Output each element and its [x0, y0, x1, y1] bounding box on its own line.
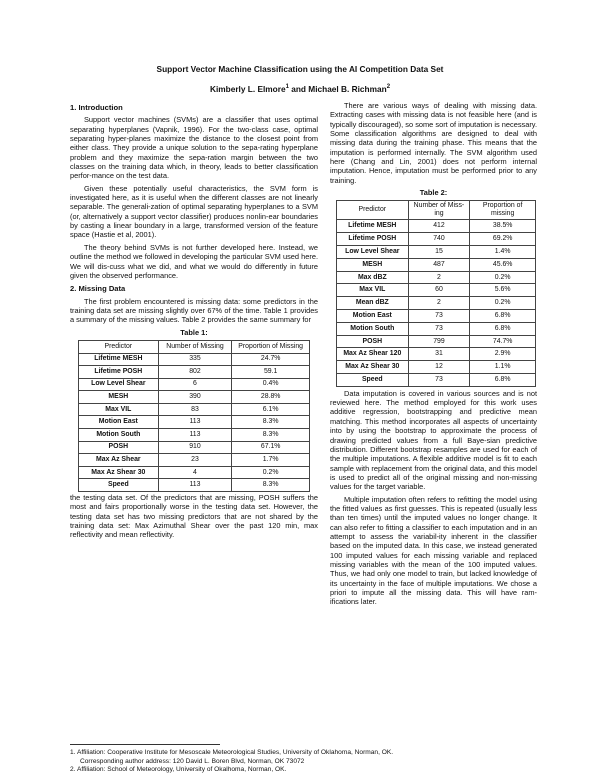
proportion-cell: 0.2% [470, 297, 536, 310]
count-cell: 390 [158, 391, 232, 404]
table-row [337, 297, 536, 310]
author-1: Kimberly L. Elmore [209, 84, 286, 94]
author-line [0, 84, 600, 94]
table-row [79, 353, 310, 366]
predictor-cell: Max Az Shear 30 [337, 361, 409, 374]
table-row [79, 366, 310, 379]
missing-data-paragraph-1: The first problem encountered is missing data: some predictors in the training data set are missing slightly over 67% of the time. Table 1 provides a summary of the missing values. Table 2 provides the same summary for [70, 296, 318, 325]
table-header-cell: Number of Miss-ing [408, 201, 470, 220]
author-1-footnote-mark: 1 [285, 84, 289, 91]
predictor-cell: Lifetime POSH [337, 233, 409, 246]
proportion-cell: 5.6% [470, 284, 536, 297]
count-cell: 60 [408, 284, 470, 297]
paper-title: Support Vector Machine Classification using the AI Competition Data Set [156, 64, 444, 74]
intro-paragraph-2: Given these potentially useful characteristics, the SVM form is investigated here, as it is useful when the different classes are not linearly separable. The generali-zation of optimal separating hyperplanes to a SVM (or, alternatively a support vector classifier) produces nonlin-ear boundaries by casting a linear boundary in a large, transformed version of the feature space (Hastie et al, 2001). [70, 183, 318, 240]
count-cell: 2 [408, 297, 470, 310]
table-1 [78, 340, 310, 492]
table-row [337, 335, 536, 348]
proportion-cell: 38.5% [470, 220, 536, 233]
proportion-cell: 1.7% [232, 454, 310, 467]
table-row [337, 348, 536, 361]
predictor-cell: Motion South [337, 322, 409, 335]
imputation-paragraph-2: Data imputation is covered in various sources and is not reviewed here. The method employed for this work uses additive regression, bootstrapping and predictive mean matching. This method incorporates all aspects of uncertainty into by using the bootstrap to approximate the process of drawing predicted values from a full Baye-sian predictive distribution. Different bootstrap resamples are used for each of the multiple imputations. A flexible additive model is fit to each sample with replacement from the original data, and this model is used to predict all of the original missing and non-missing values for the target variable. [330, 388, 537, 492]
missing-data-paragraph-1-continued: the testing data set. Of the predictors that are missing, POSH suffers the most and fairs proportionally worse in the testing data set. However, the testing data set has two missing predictors that are not shared by the training data set: Max Azimuthal Shear over the past 120 min, max reflectivity and mean reflectivity. [70, 493, 318, 540]
footnote-2: 2. Affiliation: School of Meteorology, University of Okalhoma, Norman, OK. [70, 766, 287, 774]
count-cell: 73 [408, 310, 470, 323]
footnote-1-address: Corresponding author address: 120 David L. Boren Blvd, Norman, OK 73072 [80, 757, 305, 765]
predictor-cell: Motion South [79, 429, 159, 442]
predictor-cell: POSH [79, 441, 159, 454]
count-cell: 73 [408, 374, 470, 387]
proportion-cell: 28.8% [232, 391, 310, 404]
predictor-cell: Max Az Shear [79, 454, 159, 467]
predictor-cell: Speed [79, 479, 159, 492]
proportion-cell: 2.9% [470, 348, 536, 361]
table-row [79, 454, 310, 467]
table-header-cell: Number of Missing [158, 340, 232, 353]
count-cell: 113 [158, 429, 232, 442]
predictor-cell: Lifetime POSH [79, 366, 159, 379]
table-row [79, 378, 310, 391]
table-2 [336, 200, 536, 386]
table-header-cell: Proportion of Missing [232, 340, 310, 353]
table-2-caption: Table 2: [419, 188, 448, 198]
intro-paragraph-3: The theory behind SVMs is not further developed here. Instead, we outline the method we followed in developing the particular SVM used here. We will dis-cuss what we did, and what we would do differently in future given the observed performance. [70, 242, 318, 280]
predictor-cell: MESH [337, 258, 409, 271]
predictor-cell: Max Az Shear 30 [79, 466, 159, 479]
proportion-cell: 1.4% [470, 246, 536, 259]
section-heading-introduction: 1. Introduction [70, 103, 123, 112]
proportion-cell: 67.1% [232, 441, 310, 454]
predictor-cell: Max dBZ [337, 271, 409, 284]
proportion-cell: 1.1% [470, 361, 536, 374]
proportion-cell: 6.1% [232, 403, 310, 416]
intro-paragraph-1: Support vector machines (SVMs) are a classifier that uses optimal separating hyperplanes (Vapnik, 1996). For the two-class case, optimal separating hyper-planes maximize the distance to the closest point from either class. They provide a unique solution to the sepa-rating hyperplane problem and they maximize the sepa-ration margin between the two classes on the training data which, in theory, leads to better classification perfor-mance on the test data. [70, 115, 318, 181]
count-cell: 910 [158, 441, 232, 454]
predictor-cell: Mean dBZ [337, 297, 409, 310]
imputation-paragraph-3: Multiple imputation often refers to refitting the model using the fitted values as first guesses. This is repeated (usually less than ten times) until the imputed values no longer change. It can also refer to fitting a classifier to each imputation and in an attempt to assess the variabil-ity inherent in the classifier based on the imputed data. In this case, we instead generated 100 imputed values for each missing variable and replaced missing variables with the mean of the 100 imputed values. Thus, we had only one model to train, but lacked knowledge of its uncertainty in the face of multiple imputations. We chose a priori to impute all the missing data. This will have ram-ifications later. [330, 494, 537, 607]
count-cell: 412 [408, 220, 470, 233]
section-heading-missing-data: 2. Missing Data [70, 284, 126, 294]
table-row [79, 441, 310, 454]
proportion-cell: 8.3% [232, 429, 310, 442]
predictor-cell: POSH [337, 335, 409, 348]
proportion-cell: 59.1 [232, 366, 310, 379]
count-cell: 113 [158, 479, 232, 492]
predictor-cell: Speed [337, 374, 409, 387]
table-2-header-row [337, 201, 536, 220]
proportion-cell: 6.8% [470, 374, 536, 387]
footnotes [70, 749, 540, 775]
table-row [79, 429, 310, 442]
table-row [79, 479, 310, 492]
proportion-cell: 8.3% [232, 479, 310, 492]
count-cell: 6 [158, 378, 232, 391]
predictor-cell: Low Level Shear [337, 246, 409, 259]
imputation-paragraph-1: There are various ways of dealing with missing data. Extracting cases with missing data is not feasible here (and is typically discouraged), so some sort of imputation is necessary. Some classification algorithms are designed to deal with missing data during the training phase. This means that the imputation is performed internally. The SVM algorithm used here (Chang and Lin, 2001) does not perform internal imputation. Hence, imputation must be performed prior to any training. [330, 101, 537, 185]
proportion-cell: 6.8% [470, 310, 536, 323]
table-row [79, 391, 310, 404]
predictor-cell: Lifetime MESH [79, 353, 159, 366]
table-row [337, 374, 536, 387]
proportion-cell: 0.2% [232, 466, 310, 479]
count-cell: 799 [408, 335, 470, 348]
table-row [337, 233, 536, 246]
count-cell: 83 [158, 403, 232, 416]
count-cell: 335 [158, 353, 232, 366]
count-cell: 73 [408, 322, 470, 335]
table-row [337, 310, 536, 323]
table-row [337, 284, 536, 297]
table-row [79, 466, 310, 479]
count-cell: 31 [408, 348, 470, 361]
left-column [70, 101, 318, 540]
author-2-footnote-mark: 2 [386, 84, 391, 91]
proportion-cell: 0.4% [232, 378, 310, 391]
right-column [330, 101, 537, 607]
proportion-cell: 8.3% [232, 416, 310, 429]
predictor-cell: Motion East [337, 310, 409, 323]
count-cell: 802 [158, 366, 232, 379]
count-cell: 2 [408, 271, 470, 284]
count-cell: 12 [408, 361, 470, 374]
count-cell: 23 [158, 454, 232, 467]
table-header-cell: Predictor [337, 201, 409, 220]
proportion-cell: 69.2% [470, 233, 536, 246]
predictor-cell: Max VIL [337, 284, 409, 297]
proportion-cell: 0.2% [470, 271, 536, 284]
predictor-cell: Max VIL [79, 403, 159, 416]
predictor-cell: Motion East [79, 416, 159, 429]
footnote-1: 1. Affiliation: Cooperative Institute for Mesoscale Meteorological Studies, University of Oklahoma, Norman, OK. [70, 749, 394, 756]
count-cell: 113 [158, 416, 232, 429]
table-1-caption: Table 1: [180, 327, 208, 337]
table-row [337, 361, 536, 374]
predictor-cell: Low Level Shear [79, 378, 159, 391]
table-header-cell: Predictor [79, 340, 159, 353]
predictor-cell: Max Az Shear 120 [337, 348, 409, 361]
table-1-header-row [79, 340, 310, 353]
table-row [337, 271, 536, 284]
table-row [337, 220, 536, 233]
count-cell: 487 [408, 258, 470, 271]
count-cell: 740 [408, 233, 470, 246]
table-row [337, 258, 536, 271]
count-cell: 15 [408, 246, 470, 259]
table-row [337, 246, 536, 259]
author-2: and Michael B. Richman [288, 84, 387, 94]
table-row [337, 322, 536, 335]
footnote-divider [70, 744, 220, 745]
table-row [79, 403, 310, 416]
count-cell: 4 [158, 466, 232, 479]
table-row [79, 416, 310, 429]
proportion-cell: 6.8% [470, 322, 536, 335]
predictor-cell: MESH [79, 391, 159, 404]
proportion-cell: 45.6% [470, 258, 536, 271]
table-header-cell: Proportion of missing [470, 201, 536, 220]
predictor-cell: Lifetime MESH [337, 220, 409, 233]
proportion-cell: 24.7% [232, 353, 310, 366]
proportion-cell: 74.7% [470, 335, 536, 348]
